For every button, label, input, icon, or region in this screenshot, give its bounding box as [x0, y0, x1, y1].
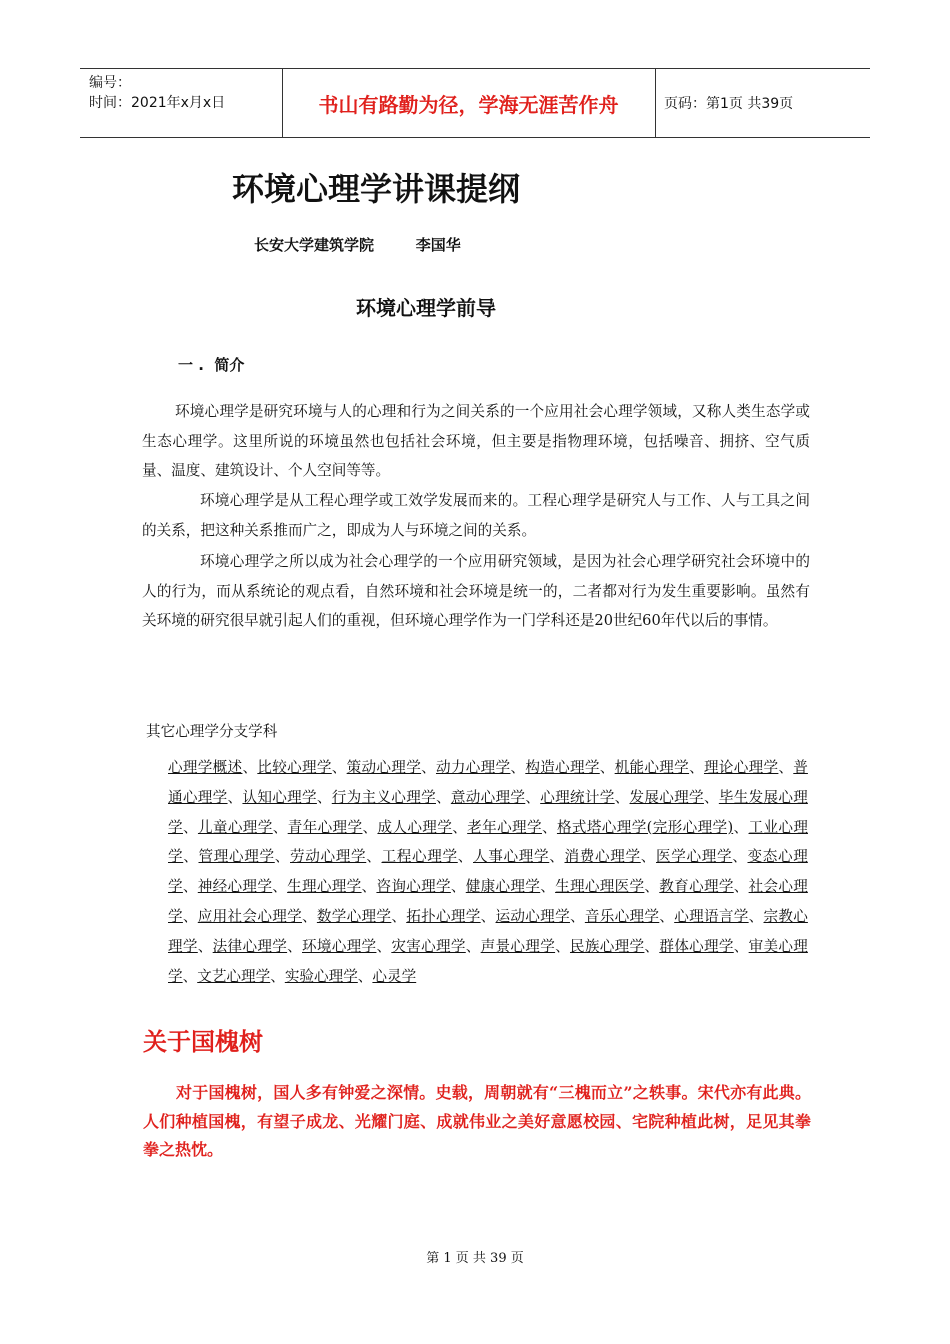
separator: 、: [450, 878, 466, 896]
branch-link[interactable]: 拓扑心理学: [406, 907, 481, 925]
separator: 、: [569, 907, 585, 925]
separator: 、: [421, 759, 436, 776]
separator: 、: [272, 818, 288, 836]
intro-heading: 一 . 简介: [178, 356, 245, 374]
branch-link[interactable]: 行为主义心理学: [331, 788, 436, 806]
separator: 、: [457, 848, 473, 866]
separator: 、: [541, 818, 557, 836]
branch-link[interactable]: 应用社会心理学: [197, 907, 302, 925]
separator: 、: [435, 788, 451, 806]
separator: 、: [366, 848, 382, 866]
red-paragraph: 对于国槐树，国人多有钟爱之深情。史载，周朝就有“三槐而立”之轶事。宋代亦有此典。人们种植国槐，有望子成龙、光耀门庭、成就伟业之美好意愿校园、宅院种植此树，足见其拳拳之热忱。: [143, 1083, 811, 1159]
branch-link[interactable]: 社会心理学: [168, 878, 808, 925]
separator: 、: [689, 759, 704, 776]
branch-link[interactable]: 心理语言学: [674, 907, 749, 925]
branch-link[interactable]: 意动心理学: [450, 788, 526, 806]
separator: 、: [659, 907, 675, 925]
branch-link[interactable]: 普通心理学: [168, 759, 808, 806]
separator: 、: [732, 848, 748, 866]
branch-link[interactable]: 儿童心理学: [197, 818, 273, 836]
separator: 、: [748, 907, 764, 925]
branch-link[interactable]: 医学心理学: [656, 848, 733, 866]
branch-link[interactable]: 机能心理学: [614, 759, 690, 776]
separator: 、: [357, 967, 373, 985]
separator: 、: [644, 937, 660, 955]
motto: 书山有路勤为径，学海无涯苦作舟: [282, 69, 656, 137]
branch-link[interactable]: 生理心理学: [287, 878, 362, 896]
separator: 、: [733, 818, 749, 836]
branch-link[interactable]: 数学心理学: [316, 907, 392, 925]
separator: 、: [197, 937, 213, 955]
paragraph: 环境心理学是从工程心理学或工效学发展而来的。工程心理学是研究人与工作、人与工具之间的关系，把这种关系推而广之，即成为人与环境之间的关系。: [142, 492, 810, 539]
branch-link[interactable]: 心理学概述: [168, 759, 243, 776]
branch-link[interactable]: 生理心理医学: [555, 878, 645, 896]
branch-link[interactable]: 声景心理学: [480, 937, 556, 955]
branch-link[interactable]: 劳动心理学: [290, 848, 367, 866]
branch-link[interactable]: 老年心理学: [467, 818, 542, 836]
branch-link[interactable]: 心灵学: [372, 967, 417, 985]
branch-link[interactable]: 构造心理学: [525, 759, 600, 776]
separator: 、: [272, 878, 288, 896]
branch-link[interactable]: 工业心理学: [168, 818, 808, 866]
branch-link[interactable]: 宗教心理学: [168, 907, 808, 955]
branch-link[interactable]: 工程心理学: [381, 848, 458, 866]
branch-link[interactable]: 实验心理学: [284, 967, 358, 985]
separator: 、: [644, 878, 660, 896]
branch-link[interactable]: 毕生发展心理学: [168, 788, 808, 836]
document-title: 环境心理学讲课提纲: [232, 170, 521, 208]
branch-link[interactable]: 文艺心理学: [197, 967, 271, 985]
separator: 、: [465, 937, 481, 955]
separator: 、: [301, 907, 317, 925]
separator: 、: [362, 818, 378, 836]
separator: 、: [227, 788, 243, 806]
branch-link[interactable]: 教育心理学: [659, 878, 734, 896]
separator: 、: [640, 848, 656, 866]
separator: 、: [778, 759, 794, 776]
branch-link[interactable]: 神经心理学: [197, 878, 273, 896]
separator: 、: [361, 878, 377, 896]
branch-link[interactable]: 变态心理学: [168, 848, 808, 896]
separator: 、: [316, 788, 332, 806]
separator: 、: [274, 848, 290, 866]
branch-link[interactable]: 动力心理学: [435, 759, 511, 776]
separator: 、: [182, 907, 198, 925]
separator: 、: [733, 937, 749, 955]
separator: 、: [480, 907, 496, 925]
separator: 、: [555, 937, 570, 955]
red-heading: 关于国槐树: [143, 1028, 263, 1056]
header-table: [80, 68, 870, 138]
branch-link[interactable]: 人事心理学: [473, 848, 550, 866]
separator: 、: [182, 818, 198, 836]
branch-link[interactable]: 格式塔心理学(完形心理学): [556, 818, 734, 836]
branch-link[interactable]: 理论心理学: [703, 759, 779, 776]
separator: 、: [549, 848, 565, 866]
branch-link[interactable]: 灾害心理学: [391, 937, 466, 955]
branch-link[interactable]: 心理统计学: [540, 788, 615, 806]
header-meta-cell: [80, 69, 283, 137]
author-line: 长安大学建筑学院 李国华: [254, 236, 461, 254]
branch-link-list: [168, 753, 808, 991]
branch-link[interactable]: 运动心理学: [495, 907, 570, 925]
separator: 、: [182, 878, 198, 896]
branch-link[interactable]: 管理心理学: [198, 848, 275, 866]
branch-link[interactable]: 成人心理学: [377, 818, 453, 836]
separator: 、: [287, 937, 302, 955]
branch-link[interactable]: 民族心理学: [569, 937, 645, 955]
branches-heading: 其它心理学分支学科: [146, 723, 278, 740]
page-info: 页码：第1页 共39页: [664, 96, 794, 112]
separator: 、: [376, 937, 392, 955]
branch-link[interactable]: 审美心理学: [168, 937, 808, 985]
branch-link[interactable]: 群体心理学: [659, 937, 734, 955]
separator: 、: [733, 878, 749, 896]
separator: 、: [183, 848, 199, 866]
separator: 、: [525, 788, 541, 806]
page-footer: 第 1 页 共 39 页: [426, 1251, 524, 1266]
paragraph: 环境心理学是研究环境与人的心理和行为之间关系的一个应用社会心理学领域，又称人类生态学或生态心理学。这里所说的环境虽然也包括社会环境，但主要是指物理环境，包括噪音、拥挤、空气质量、温度、建筑设计、个人空间等等。: [142, 403, 810, 479]
branch-link[interactable]: 认知心理学: [242, 788, 317, 806]
branch-link[interactable]: 消费心理学: [564, 848, 641, 866]
time-label: 时间：2021年x月x日: [89, 95, 226, 111]
branch-link[interactable]: 法律心理学: [212, 937, 288, 955]
separator: 、: [540, 878, 556, 896]
branch-link[interactable]: 发展心理学: [629, 788, 704, 806]
separator: 、: [510, 759, 526, 776]
paragraph: 环境心理学之所以成为社会心理学的一个应用研究领域，是因为社会心理学研究社会环境中的人的行为，而从系统论的观点看，自然环境和社会环境是统一的，二者都对行为发生重要影响。虽然有关环境的研究很早就引起人们的重视，但环境心理学作为一门学科还是20世纪60年代以后的事情。: [142, 553, 810, 629]
separator: 、: [703, 788, 719, 806]
section-title: 环境心理学前导: [356, 296, 496, 320]
separator: 、: [391, 907, 407, 925]
separator: 、: [614, 788, 630, 806]
separator: 、: [599, 759, 615, 776]
separator: 、: [452, 818, 468, 836]
branch-link[interactable]: 音乐心理学: [584, 907, 660, 925]
branch-link[interactable]: 环境心理学: [302, 937, 377, 955]
branch-link[interactable]: 策动心理学: [346, 759, 422, 776]
branch-link[interactable]: 健康心理学: [465, 878, 541, 896]
branch-link[interactable]: 比较心理学: [257, 759, 332, 776]
number-label: 编号：: [89, 75, 131, 91]
separator: 、: [270, 967, 285, 985]
branch-link[interactable]: 青年心理学: [287, 818, 363, 836]
branch-link[interactable]: 咨询心理学: [376, 878, 451, 896]
separator: 、: [331, 759, 347, 776]
separator: 、: [182, 967, 198, 985]
separator: 、: [242, 759, 258, 776]
